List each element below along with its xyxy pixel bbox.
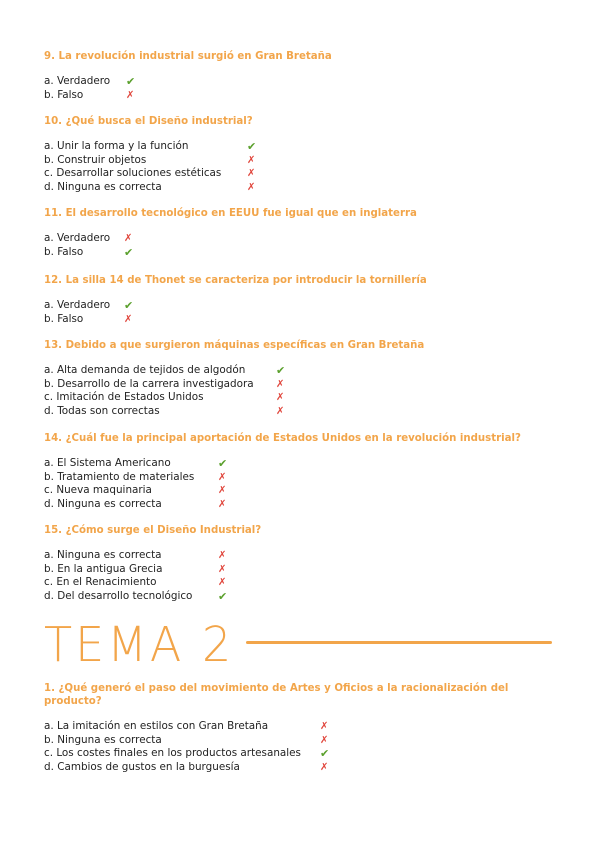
question-11 <box>44 207 417 259</box>
section-heading: TEMA 2 <box>44 615 235 673</box>
option-label: a. La imitación en estilos con Gran Bretaña <box>44 720 269 732</box>
question-12 <box>44 274 427 326</box>
question-title: 1. ¿Qué generó el paso del movimiento de Artes y Oficios a la racionalización del producto? <box>44 683 509 707</box>
check-icon: ✔ <box>218 457 228 470</box>
cross-icon: ✗ <box>276 405 285 417</box>
question-title: 9. La revolución industrial surgió en Gran Bretaña <box>44 51 332 62</box>
option-label: c. Nueva maquinaria <box>44 484 152 497</box>
option-a <box>44 140 257 154</box>
option-label: c. Desarrollar soluciones estéticas <box>44 167 222 180</box>
option-b <box>44 246 417 260</box>
option-label: b. En la antigua Grecia <box>44 562 163 575</box>
options-list <box>44 75 332 102</box>
option-b <box>44 471 521 485</box>
option-a <box>44 232 417 246</box>
option-a <box>44 299 427 313</box>
question-title: 13. Debido a que surgieron máquinas específicas en Gran Bretaña <box>44 340 425 351</box>
cross-icon: ✗ <box>218 471 227 483</box>
option-label: a. Ninguna es correcta <box>44 549 162 561</box>
cross-icon: ✗ <box>276 392 285 404</box>
options-list <box>44 364 424 418</box>
option-label: d. Del desarrollo tecnológico <box>44 589 193 602</box>
option-label: a. Alta demanda de tejidos de algodón <box>44 364 246 376</box>
question-14 <box>44 432 521 511</box>
options-list <box>44 232 417 259</box>
tema2-question-1 <box>44 682 524 774</box>
cross-icon: ✗ <box>218 498 227 510</box>
option-label: c. Los costes finales en los productos artesanales <box>44 747 301 760</box>
option-label: b. Falso <box>44 88 84 101</box>
check-icon: ✔ <box>320 747 330 761</box>
question-13 <box>44 339 424 418</box>
options-list <box>44 457 521 511</box>
check-icon: ✔ <box>124 245 134 259</box>
options-list <box>44 549 261 603</box>
heading-underline <box>246 641 552 644</box>
option-a <box>44 549 261 563</box>
option-label: a. Verdadero <box>44 299 111 311</box>
option-label: a. El Sistema Americano <box>44 457 171 469</box>
cross-icon: ✗ <box>276 378 285 390</box>
option-b <box>44 378 424 392</box>
question-title: 14. ¿Cuál fue la principal aportación de Estados Unidos en la revolución industrial? <box>44 433 521 444</box>
cross-icon: ✗ <box>126 89 135 101</box>
option-label: d. Todas son correctas <box>44 404 160 417</box>
option-label: d. Ninguna es correcta <box>44 180 162 193</box>
option-c <box>44 391 424 405</box>
option-label: d. Cambios de gustos en la burguesía <box>44 760 240 773</box>
option-label: d. Ninguna es correcta <box>44 497 162 510</box>
cross-icon: ✗ <box>320 721 329 732</box>
option-a <box>44 720 524 734</box>
check-icon: ✔ <box>124 299 134 312</box>
option-d <box>44 590 261 604</box>
option-d <box>44 405 424 419</box>
cross-icon: ✗ <box>247 168 256 180</box>
cross-icon: ✗ <box>320 734 329 746</box>
check-icon: ✔ <box>247 140 257 153</box>
cross-icon: ✗ <box>247 181 256 193</box>
question-title: 11. El desarrollo tecnológico en EEUU fue igual que en inglaterra <box>44 208 417 219</box>
option-label: b. Tratamiento de materiales <box>44 470 195 483</box>
check-icon: ✔ <box>126 75 136 88</box>
option-c <box>44 167 256 181</box>
options-list <box>44 299 427 326</box>
option-b <box>44 563 261 577</box>
option-label: c. En el Renacimiento <box>44 576 157 589</box>
options-list <box>44 720 524 774</box>
cross-icon: ✗ <box>247 154 256 166</box>
option-c <box>44 484 521 498</box>
cross-icon: ✗ <box>124 313 133 325</box>
cross-icon: ✗ <box>218 485 227 497</box>
option-c <box>44 747 524 761</box>
option-label: c. Imitación de Estados Unidos <box>44 391 204 404</box>
option-label: a. Verdadero <box>44 232 111 244</box>
cross-icon: ✗ <box>320 761 329 773</box>
option-label: a. Verdadero <box>44 75 111 87</box>
option-a <box>44 364 424 378</box>
option-c <box>44 576 261 590</box>
question-title: 15. ¿Cómo surge el Diseño Industrial? <box>44 525 262 536</box>
option-b <box>44 153 256 168</box>
option-b <box>44 734 524 748</box>
cross-icon: ✗ <box>218 577 227 589</box>
question-10 <box>44 115 257 194</box>
option-label: a. Unir la forma y la función <box>44 140 189 152</box>
option-d <box>44 180 256 195</box>
option-label: b. Construir objetos <box>44 153 147 166</box>
option-label: b. Desarrollo de la carrera investigadora <box>44 377 254 390</box>
options-list <box>44 140 257 194</box>
option-a <box>44 457 521 471</box>
cross-icon: ✗ <box>124 233 133 244</box>
option-d <box>44 761 524 775</box>
option-d <box>44 498 521 512</box>
option-label: b. Ninguna es correcta <box>44 733 162 746</box>
question-9 <box>44 50 332 102</box>
option-a <box>44 75 332 89</box>
check-icon: ✔ <box>218 589 228 603</box>
check-icon: ✔ <box>276 364 286 377</box>
cross-icon: ✗ <box>218 550 227 561</box>
question-title: 12. La silla 14 de Thonet se caracteriza por introducir la tornillería <box>44 275 427 286</box>
cross-icon: ✗ <box>218 563 227 575</box>
option-label: b. Falso <box>44 245 84 258</box>
option-b <box>44 89 332 103</box>
question-15 <box>44 524 261 603</box>
question-title: 10. ¿Qué busca el Diseño industrial? <box>44 116 253 127</box>
option-label: b. Falso <box>44 312 84 325</box>
option-b <box>44 313 427 327</box>
